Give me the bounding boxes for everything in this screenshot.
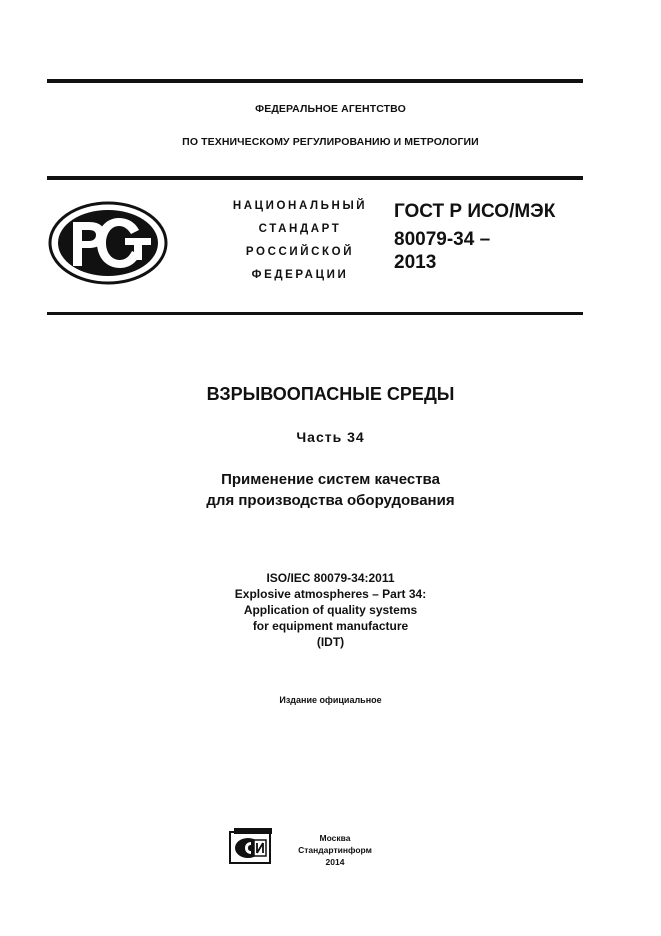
standard-type-line-2: СТАНДАРТ [258,223,342,235]
designation-line-1: ГОСТ Р ИСО/МЭК [394,201,556,222]
standard-type-line-1: НАЦИОНАЛЬНЫЙ [232,200,368,212]
standard-type-line-3: РОССИЙСКОЙ [245,246,355,258]
publisher-year: 2014 [325,857,345,867]
header-rule [47,176,583,180]
designation-rule [47,312,583,315]
iso-line-1: ISO/IEC 80079-34:2011 [266,571,395,585]
edition-note: Издание официальное [279,695,382,705]
standartinform-logo-icon [226,826,274,866]
rst-logo-icon [47,200,169,286]
subtitle-line-1: Применение систем качества [221,471,440,488]
designation-line-2: 80079-34 – [394,229,491,250]
publisher-city: Москва [319,833,351,843]
top-rule [47,79,583,83]
iso-line-4: for equipment manufacture [252,619,409,633]
publisher-name: Стандартинформ [298,845,372,855]
part-number: Часть 34 [296,429,365,445]
iso-line-3: Application of quality systems [243,603,418,617]
agency-line-1: ФЕДЕРАЛЬНОЕ АГЕНТСТВО [255,103,406,115]
designation-line-3: 2013 [394,252,437,273]
agency-line-2: ПО ТЕХНИЧЕСКОМУ РЕГУЛИРОВАНИЮ И МЕТРОЛОГИИ [182,136,479,148]
iso-line-5: (IDT) [316,635,345,649]
standard-type-line-4: ФЕДЕРАЦИИ [251,269,349,281]
subtitle-line-2: для производства оборудования [206,492,455,509]
document-title: ВЗРЫВООПАСНЫЕ СРЕДЫ [206,384,455,404]
iso-line-2: Explosive atmospheres – Part 34: [234,587,427,601]
